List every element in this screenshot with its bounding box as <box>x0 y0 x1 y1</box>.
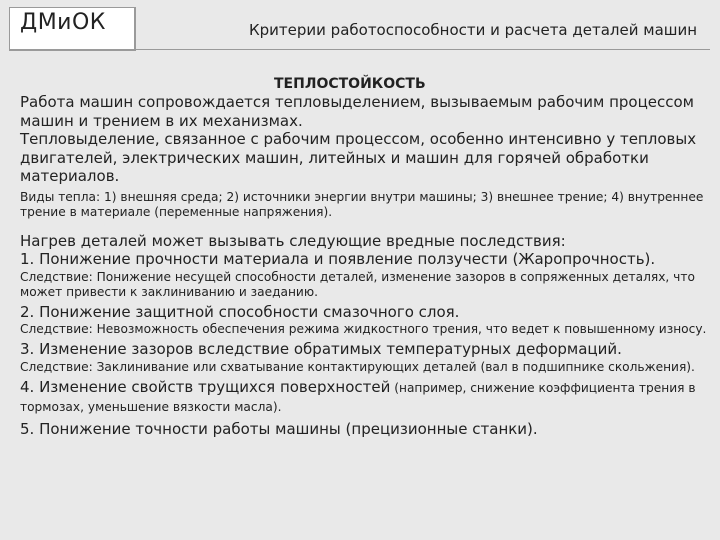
slide-topic-title: ТЕПЛОСТОЙКОСТЬ <box>274 76 426 92</box>
header-divider <box>134 7 135 49</box>
intro-paragraph-2: Тепловыделение, связанное с рабочим процессом, особенно интенсивно у тепловых двигателей, электрических машин, литейных и машин для горячей обработки материалов. <box>20 130 697 185</box>
item-1-consequence: Следствие: Понижение несущей способности деталей, изменение зазоров в сопряженных деталях, что может привести к заклиниванию и заеданию. <box>20 269 695 299</box>
intro-paragraph-1: Работа машин сопровождается тепловыделением, вызываемым рабочим процессом машин и трением в их механизмах. <box>20 93 694 130</box>
item-2-title: 2. Понижение защитной способности смазочного слоя. <box>20 302 460 321</box>
header-rule <box>9 49 710 50</box>
item-4-note: (например, снижение коэффициента трения в тормозах, уменьшение вязкости масла). <box>20 380 696 414</box>
heat-types-text: Виды тепла: 1) внешняя среда; 2) источники энергии внутри машины; 3) внешнее трение; 4) внутреннее трение в материале (переменные напряжения). <box>20 189 704 219</box>
slide-header-title: Критерии работоспособности и расчета деталей машин <box>249 21 698 39</box>
item-3-consequence: Следствие: Заклинивание или схватывание контактирующих деталей (вал в подшипнике скольжения). <box>20 359 695 374</box>
course-abbreviation: ДМиОК <box>20 10 106 35</box>
item-1-title: 1. Понижение прочности материала и появление ползучести (Жаропрочность). <box>20 250 656 268</box>
item-5-title: 5. Понижение точности работы машины (прецизионные станки). <box>20 419 538 438</box>
item-4 <box>20 378 712 417</box>
slide-body <box>20 93 712 438</box>
item-4-title: 4. Изменение свойств трущихся поверхностей <box>20 377 391 396</box>
item-3-title: 3. Изменение зазоров вследствие обратимых температурных деформаций. <box>20 340 622 358</box>
consequences-intro: Нагрев деталей может вызывать следующие вредные последствия: <box>20 231 566 250</box>
item-2-consequence: Следствие: Невозможность обеспечения режима жидкостного трения, что ведет к повышенному износу. <box>20 322 707 336</box>
intro-block <box>20 93 712 186</box>
